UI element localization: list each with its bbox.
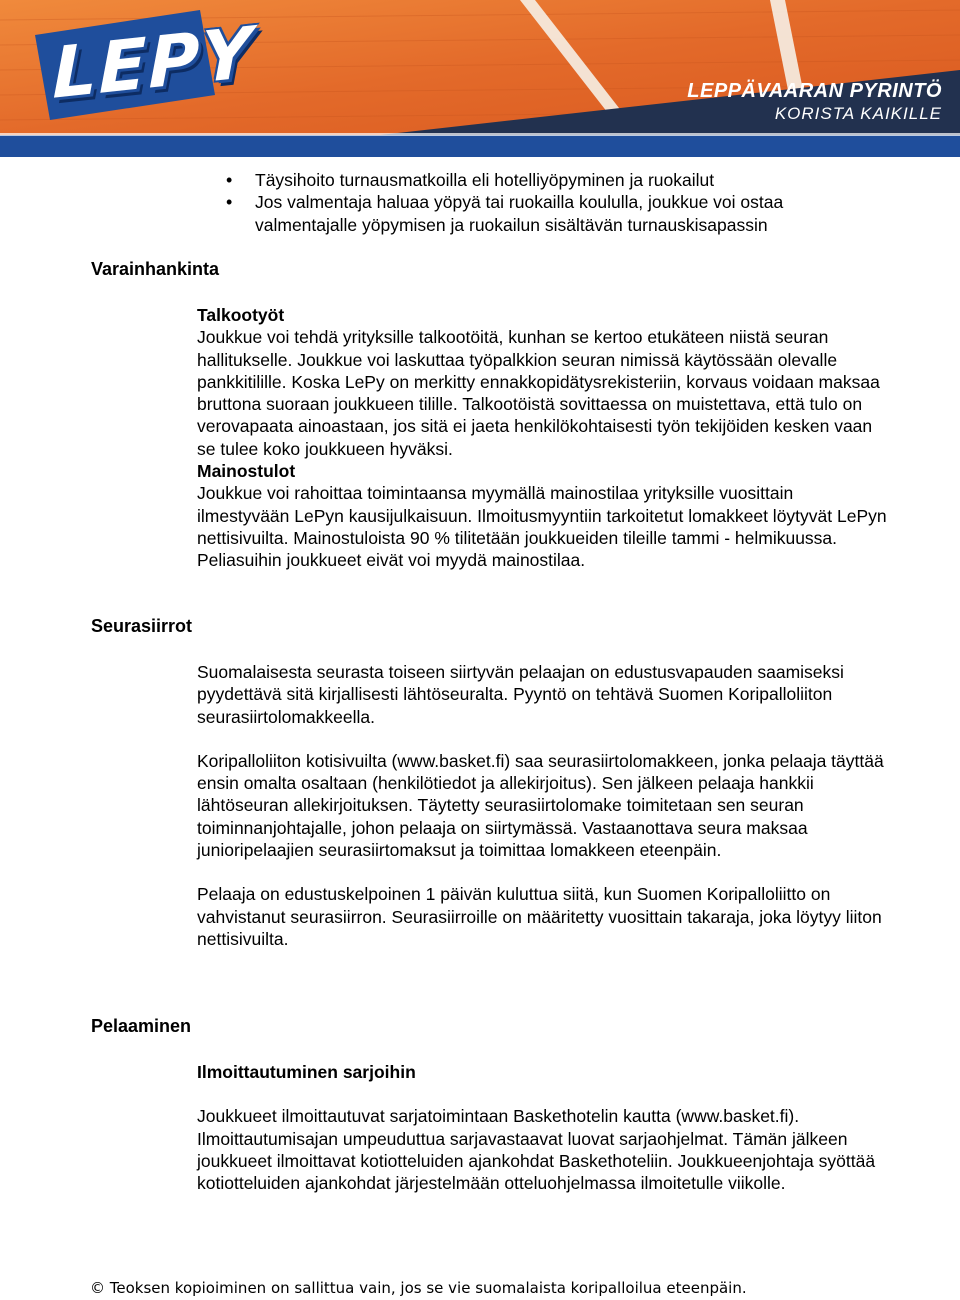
mainostulot-heading: Mainostulot — [197, 461, 296, 482]
seurasiirrot-content — [197, 661, 887, 950]
header-banner — [0, 0, 960, 160]
club-name: LEPPÄVAARAN PYRINTÖ — [687, 80, 942, 102]
lepy-logo: LEPY — [52, 11, 254, 115]
header-tagline — [687, 80, 942, 124]
seurasiirrot-paragraph: Pelaaja on edustuskelpoinen 1 päivän kuluttua siitä, kun Suomen Koripalloliitto on vahvistanut seurasiirron. Seurasiirroille on määritetty vuosittain takaraja, joka löytyy liiton nettisivuilta. — [197, 884, 882, 949]
varainhankinta-content — [197, 304, 887, 572]
intro-bullet-list — [226, 169, 886, 236]
section-label-seurasiirrot: Seurasiirrot — [91, 616, 193, 636]
list-item: • Jos valmentaja haluaa yöpyä tai ruokailla koululla, joukkue voi ostaa valmentajalle yöpymisen ja ruokailun sisältävän turnauskisapassin — [226, 191, 886, 236]
pelaaminen-paragraph: Joukkueet ilmoittautuvat sarjatoimintaan Baskethotelin kautta (www.basket.fi). Ilmoittautumisajan umpeuduttua sarjavastaavat luovat sarjaohjelmat. Tämän jälkeen joukkueet ilmoittavat kotiotteluiden ajankohdat Baskethoteliin. Joukkueenjohtaja syöttää kotiotteluiden ajankohdat järjestelmään otteluohjelmassa ilmoitetulle viikolle. — [197, 1106, 876, 1194]
copyright-footer: © Teoksen kopioiminen on sallittua vain, jos se vie suomalaista koripalloilua eteenpäin. — [90, 1279, 747, 1297]
mainostulot-text: Joukkue voi rahoittaa toimintaansa myymällä mainostilaa yrityksille vuosittain ilmestyvään LePyn kausijulkaisuun. Ilmoitusmyyntiin tarkoitetut lomakkeet löytyvät LePyn nettisivuilta. Mainostuloista 90 % tilitetään joukkueiden tileille tammi - helmikuussa. Peliasuihin joukkueet eivät voi myydä mainostilaa. — [197, 483, 887, 571]
blue-stripe — [0, 135, 960, 157]
seurasiirrot-paragraph: Suomalaisesta seurasta toiseen siirtyvän pelaajan on edustusvapauden saamiseksi pyydettävä sitä kirjallisesti lähtöseuralta. Pyyntö on tehtävä Suomen Koripalloliiton seurasiirtolomakkeella. — [197, 662, 844, 727]
section-label-varainhankinta: Varainhankinta — [91, 259, 220, 279]
seurasiirrot-paragraph: Koripalloliiton kotisivuilta (www.basket.fi) saa seurasiirtolomakkeen, jonka pelaaja täyttää ensin omalta osaltaan (henkilötiedot ja allekirjoitus). Sen jälkeen pelaaja hankkii lähtöseuran allekirjoituksen. Täytetty seurasiirtolomake toimitetaan sen seuran toiminnanjohtajalle, johon pelaaja on siirtymässä. Vastaanottava seura maksaa junioripelaajien seurasiirtomaksut ja toimittaa lomakkeen eteenpäin. — [197, 750, 884, 861]
club-slogan: KORISTA KAIKILLE — [774, 104, 942, 123]
ilmoittautuminen-heading: Ilmoittautuminen sarjoihin — [197, 1062, 416, 1082]
pelaaminen-content — [197, 1061, 887, 1194]
section-label-pelaaminen: Pelaaminen — [91, 1016, 192, 1036]
list-item: • Täysihoito turnausmatkoilla eli hotelliyöpyminen ja ruokailut — [226, 169, 886, 191]
talkootyot-heading: Talkootyöt — [197, 305, 285, 325]
talkootyot-text: Joukkue voi tehdä yrityksille talkootöitä, kunhan se kertoo etukäteen niistä seuran hallitukselle. Joukkue voi laskuttaa työpalkkion seuran nimissä käytössään olevalle pankkitilille. Koska LePy on merkitty ennakkopidätysrekisteriin, korvaus voidaan maksaa bruttona suoraan joukkueen tilille. Talkootöistä sovittaessa on muistettava, että tulo on verovapaata ainoastaan, jos sitä ei jaeta henkilökohtaisesti työn tekijöiden kesken vaan se tulee koko joukkueen hyväksi. — [197, 327, 880, 459]
